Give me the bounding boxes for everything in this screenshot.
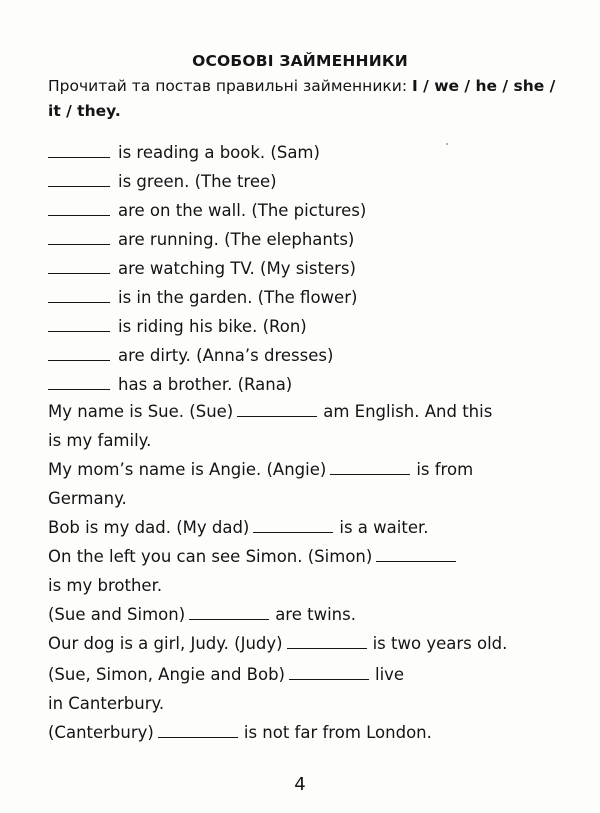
sentence-text: are dirty. (Anna’s dresses) — [118, 346, 334, 365]
sentence-text: are twins. — [275, 605, 356, 624]
sentence-text: live — [375, 665, 405, 684]
sentence-text: On the left you can see Simon. (Simon) — [48, 547, 373, 566]
story-line — [48, 694, 164, 714]
sentence-text: is a waiter. — [339, 518, 429, 537]
exercise-line — [48, 143, 320, 163]
sentence-text: Bob is my dad. (My dad) — [48, 518, 250, 537]
story-line — [48, 723, 432, 743]
instruction — [48, 74, 568, 124]
sentence-text: are on the wall. (The pictures) — [118, 201, 367, 220]
sentence-text: is my brother. — [48, 576, 163, 595]
sentence-text: is my family. — [48, 431, 152, 450]
answer-blank[interactable] — [48, 259, 110, 274]
sentence-text: is two years old. — [372, 634, 508, 653]
story-line — [48, 402, 492, 422]
story-line — [48, 665, 404, 685]
exercise-line — [48, 317, 307, 337]
answer-blank[interactable] — [237, 402, 317, 417]
sentence-text: is in the garden. (The flower) — [118, 288, 358, 307]
answer-blank[interactable] — [48, 201, 110, 216]
story-line — [48, 605, 356, 625]
story-line — [48, 547, 462, 567]
pronoun-options-cont: it / they. — [48, 102, 121, 120]
answer-blank[interactable] — [48, 143, 110, 158]
sentence-text: is not far from London. — [243, 723, 432, 742]
story-line — [48, 518, 428, 538]
sentence-text: My mom’s name is Angie. (Angie) — [48, 460, 327, 479]
answer-blank[interactable] — [48, 375, 110, 390]
answer-blank[interactable] — [48, 346, 110, 361]
pronoun-options: I / we / he / she / — [411, 77, 556, 95]
exercise-line — [48, 230, 354, 250]
sentence-text: are running. (The elephants) — [118, 230, 355, 249]
sentence-text: am English. And this — [323, 402, 493, 421]
answer-blank[interactable] — [48, 172, 110, 187]
story-line — [48, 460, 473, 480]
story-line — [48, 634, 507, 654]
exercise-line — [48, 288, 357, 308]
answer-blank[interactable] — [330, 460, 410, 475]
exercise-line — [48, 201, 366, 221]
sentence-text: is from — [416, 460, 474, 479]
story-line — [48, 576, 162, 596]
answer-blank[interactable] — [48, 288, 110, 303]
answer-blank[interactable] — [48, 317, 110, 332]
answer-blank[interactable] — [158, 723, 238, 738]
sentence-text: Our dog is a girl, Judy. (Judy) — [48, 634, 283, 653]
answer-blank[interactable] — [376, 547, 456, 562]
sentence-text: (Sue, Simon, Angie and Bob) — [48, 665, 285, 684]
worksheet-title: ОСОБОВІ ЗАЙМЕННИКИ — [192, 52, 408, 70]
sentence-text: My name is Sue. (Sue) — [48, 402, 234, 421]
exercise-line — [48, 172, 277, 192]
exercise-line — [48, 375, 292, 395]
sentence-text: has a brother. (Rana) — [118, 375, 293, 394]
print-speck — [446, 143, 448, 145]
sentence-text: is reading a book. (Sam) — [118, 143, 320, 162]
sentence-text: is green. (The tree) — [118, 172, 277, 191]
sentence-text: (Sue and Simon) — [48, 605, 186, 624]
story-line — [48, 489, 127, 509]
answer-blank[interactable] — [287, 634, 367, 649]
answer-blank[interactable] — [189, 605, 269, 620]
sentence-text: (Canterbury) — [48, 723, 154, 742]
answer-blank[interactable] — [289, 665, 369, 680]
answer-blank[interactable] — [253, 518, 333, 533]
story-line — [48, 431, 151, 451]
sentence-text: Germany. — [48, 489, 127, 508]
answer-blank[interactable] — [48, 230, 110, 245]
instruction-text: Прочитай та постав правильні займенники: — [48, 77, 412, 95]
sentence-text: in Canterbury. — [48, 694, 165, 713]
page-number: 4 — [294, 774, 306, 795]
exercise-line — [48, 346, 333, 366]
sentence-text: are watching TV. (My sisters) — [118, 259, 356, 278]
exercise-line — [48, 259, 356, 279]
sentence-text: is riding his bike. (Ron) — [118, 317, 307, 336]
